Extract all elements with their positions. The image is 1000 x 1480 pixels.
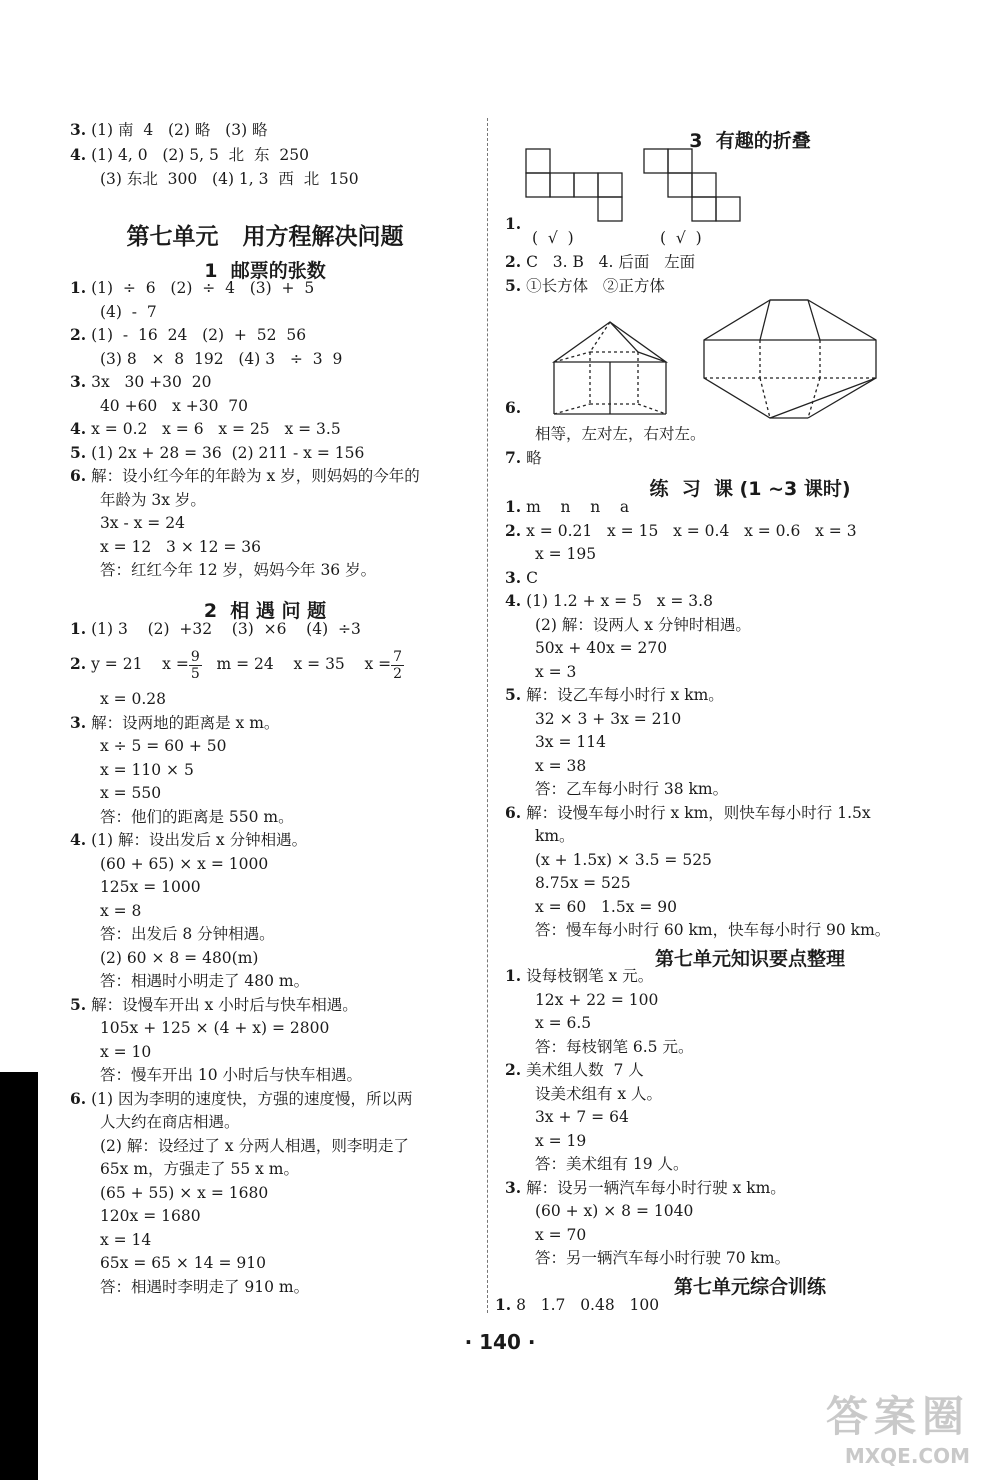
answer-text: (3) 8 × 8 192 (4) 3 ÷ 3 9 (99, 349, 343, 368)
answer-text: 65x = 65 × 14 = 910 (99, 1254, 266, 1272)
answer-line (530, 1225, 586, 1245)
answer-text: 略 (526, 449, 542, 467)
answer-line (70, 120, 268, 140)
answer-line (95, 169, 359, 189)
answer-line (95, 689, 166, 709)
question-number: 6. (505, 802, 522, 822)
question-number: 5. (505, 685, 522, 704)
answer-line (95, 537, 261, 557)
answer-line (95, 736, 227, 756)
answer-text: 答：相遇时李明走了 910 m。 (99, 1277, 310, 1296)
answer-line (530, 1013, 591, 1033)
question-number: 4. (70, 830, 87, 849)
answer-text: 32 × 3 + 3x = 210 (534, 709, 682, 728)
answer-text: (2) 解：设经过了 x 分两人相遇，则李明走了 (99, 1136, 409, 1155)
answer-line (70, 372, 211, 392)
answer-text: km。 (534, 827, 575, 845)
answer-text: C (526, 568, 538, 587)
answer-line (95, 1065, 362, 1085)
answer-text: 解：设乙车每小时行 x km。 (526, 686, 724, 704)
answer-text: 解：设慢车开出 x 小时后与快车相遇。 (91, 995, 358, 1014)
answer-line (95, 490, 206, 510)
section-title-meeting: 2 相 遇 问 题 (203, 600, 327, 622)
answer-line (95, 783, 161, 803)
answer-line (95, 396, 248, 416)
scan-edge-bar (0, 1072, 38, 1480)
answer-line (70, 995, 358, 1015)
answer-text: 8 1.7 0.48 100 (516, 1296, 660, 1314)
answer-text: (4) - 7 (99, 302, 157, 321)
answer-text: (65 + 55) × x = 1680 (99, 1183, 269, 1202)
answer-text: x = 0.21 x = 15 x = 0.4 x = 0.6 x = 3 (526, 521, 857, 540)
answer-text: x = 70 (534, 1225, 587, 1244)
answer-text: 人大约在商店相遇。 (99, 1113, 240, 1131)
answer-text: 50x + 40x = 270 (534, 639, 668, 657)
answer-line (505, 803, 871, 823)
answer-line (530, 1248, 790, 1268)
question-number: 3. (505, 567, 522, 587)
answer-line (70, 1089, 413, 1109)
folding-net-figure-2 (643, 148, 757, 224)
fraction-numerator: 7 (393, 648, 403, 665)
section-title-stamps: 1 邮票的张数 (204, 260, 326, 282)
question-number: 2. (70, 654, 87, 673)
answer-line (95, 1183, 268, 1203)
answer-line (530, 1131, 586, 1151)
question-number: 2. (70, 325, 87, 344)
answer-text: (1) 南 4 (2) 略 (3) 略 (91, 121, 268, 139)
fraction-denominator: 2 (393, 665, 403, 682)
question-number: 1. (505, 966, 522, 985)
answer-text: (1) 4, 0 (2) 5, 5 北 东 250 (91, 145, 309, 164)
question-number: 3. (70, 372, 87, 391)
answer-line (95, 901, 141, 921)
answer-text: 美术组人数 7 人 (526, 1061, 644, 1079)
answer-text: 65x m，方强走了 55 x m。 (99, 1160, 299, 1178)
answer-text: (1) 3 (2) +32 (3) ×6 (4) ÷3 (91, 620, 361, 638)
answer-text: m = 24 x = 35 x = (201, 655, 392, 673)
answer-text: 答：慢车每小时行 60 km，快车每小时行 90 km。 (534, 921, 891, 939)
answer-line (70, 830, 307, 850)
answer-line (95, 513, 185, 533)
answer-text: 年龄为 3x 岁。 (99, 490, 206, 509)
answer-line (530, 779, 728, 799)
fraction (391, 649, 404, 682)
answer-line (505, 1178, 786, 1198)
answer-line (530, 1084, 662, 1104)
answer-text: 解：设慢车每小时行 x km，则快车每小时行 1.5x (526, 803, 871, 822)
answer-line (505, 497, 629, 517)
answer-line (70, 145, 309, 165)
answer-text: 105x + 125 × (4 + x) = 2800 (99, 1019, 330, 1037)
answer-line (530, 424, 705, 444)
section-title-practice: 练 习 课 (1 ~3 课时) (649, 478, 851, 500)
answer-text: x = 6.5 (534, 1014, 592, 1032)
answer-line (70, 619, 361, 639)
answer-text: (1) ÷ 6 (2) ÷ 4 (3) + 5 (91, 279, 315, 297)
question-number: 1. (70, 619, 87, 638)
pentagonal-prism-figure (546, 318, 674, 418)
answer-line (530, 1037, 693, 1057)
answer-line (95, 1018, 329, 1038)
answer-text: 3x = 114 (534, 733, 606, 751)
answer-line (95, 560, 376, 580)
answer-text: (2) 解：设两人 x 分钟时相遇。 (534, 615, 751, 634)
answer-text: 相等，左对左，右对左。 (534, 425, 706, 443)
answer-line (70, 443, 364, 463)
question-number: 4. (70, 419, 87, 438)
watermark (826, 1384, 970, 1468)
answer-line (70, 419, 341, 439)
answer-line (505, 685, 724, 705)
answer-text: (1) 解：设出发后 x 分钟相遇。 (91, 831, 308, 849)
answer-line (95, 854, 268, 874)
answer-text: y = 21 x = (91, 655, 189, 673)
answer-line (530, 732, 606, 752)
answer-line (495, 1295, 659, 1315)
answer-text: 设每枝钢笔 x 元。 (526, 967, 654, 985)
answer-line (505, 252, 695, 272)
question-number: 2. (505, 252, 522, 271)
answer-line (95, 877, 201, 897)
answer-text: x ÷ 5 = 60 + 50 (99, 737, 227, 755)
answer-text: 解：设两地的距离是 x m。 (91, 713, 280, 732)
answer-line (505, 276, 665, 296)
answer-line (95, 1159, 299, 1179)
answer-text: 解：设小红今年的年龄为 x 岁，则妈妈的今年的 (91, 467, 420, 485)
answer-line (70, 713, 279, 733)
answer-line (505, 568, 538, 588)
answer-text: 125x = 1000 (99, 878, 201, 896)
answer-text: x = 14 (99, 1230, 152, 1249)
question-number: 5. (505, 276, 522, 295)
answer-text: x = 19 (534, 1131, 587, 1150)
check-mark-answer: ( √ ) (660, 229, 702, 247)
answer-text: x = 195 (534, 545, 597, 563)
answer-text: (1) 1.2 + x = 5 x = 3.8 (526, 592, 713, 610)
question-number: 1. (505, 214, 522, 233)
answer-line (505, 591, 713, 611)
answer-text: x = 0.2 x = 6 x = 25 x = 3.5 (91, 420, 341, 438)
answer-text: ①长方体 ②正方体 (526, 277, 665, 295)
question-number: 6. (70, 466, 87, 485)
answer-text: x = 12 3 × 12 = 36 (99, 537, 262, 556)
answer-text: 答：美术组有 19 人。 (534, 1155, 689, 1173)
section-title-summary: 第七单元知识要点整理 (654, 948, 845, 970)
answer-text: (2) 60 × 8 = 480(m) (99, 948, 259, 967)
answer-line (95, 1112, 239, 1132)
answer-text: (x + 1.5x) × 3.5 = 525 (534, 850, 712, 869)
question-number: 2. (505, 520, 522, 540)
question-number: 1. (495, 1295, 512, 1314)
answer-line (95, 302, 157, 322)
answer-line (95, 807, 294, 827)
answer-line (530, 1201, 693, 1221)
answer-line (95, 924, 275, 944)
question-number: 3. (505, 1177, 522, 1197)
answer-text: 答：他们的距离是 550 m。 (99, 807, 294, 826)
answer-line (95, 349, 342, 369)
answer-line (530, 1154, 689, 1174)
answer-line (95, 760, 194, 780)
answer-text: 答：出发后 8 分钟相遇。 (99, 925, 275, 943)
question-number: 6. (505, 398, 522, 417)
answer-line (95, 1042, 151, 1062)
answer-line (70, 466, 420, 486)
answer-text: 答：乙车每小时行 38 km。 (534, 780, 729, 798)
answer-line (95, 1136, 409, 1156)
column-divider (487, 118, 488, 1313)
answer-line (530, 1107, 629, 1127)
answer-text: 答：另一辆汽车每小时行驶 70 km。 (534, 1249, 791, 1267)
answer-text: x = 8 (99, 901, 142, 920)
question-number: 6. (70, 1088, 87, 1108)
fraction-denominator: 5 (190, 665, 200, 682)
answer-text: 3x - x = 24 (99, 514, 185, 532)
answer-text: x = 10 (99, 1042, 152, 1061)
answer-text: 解：设另一辆汽车每小时行驶 x km。 (526, 1178, 786, 1197)
answer-line-fractions (70, 646, 404, 682)
answer-text: x = 60 1.5x = 90 (534, 897, 677, 916)
check-mark-answer: ( √ ) (532, 229, 574, 247)
question-number: 2. (505, 1060, 522, 1079)
folding-net-figure-1 (525, 148, 627, 224)
answer-text: (1) 因为李明的速度快，方强的速度慢，所以两 (91, 1089, 413, 1108)
answer-text: x = 110 × 5 (99, 760, 194, 779)
answer-line (70, 278, 314, 298)
answer-line (70, 325, 306, 345)
answer-line (530, 615, 751, 635)
answer-text: 答：每枝钢笔 6.5 元。 (534, 1037, 694, 1056)
answer-line (530, 920, 890, 940)
section-title-folding: 3 有趣的折叠 (689, 130, 811, 152)
question-number: 3. (70, 120, 87, 139)
answer-text: (3) 东北 300 (4) 1, 3 西 北 150 (99, 170, 359, 188)
answer-line (530, 662, 576, 682)
answer-line (530, 873, 631, 893)
answer-text: (1) 2x + 28 = 36 (2) 211 - x = 156 (91, 443, 365, 462)
question-number: 5. (70, 442, 87, 462)
answer-line (95, 1206, 201, 1226)
answer-line (530, 990, 658, 1010)
answer-line (530, 638, 667, 658)
question-number: 1. (505, 497, 522, 516)
answer-line (95, 948, 258, 968)
answer-line (505, 966, 653, 986)
answer-text: 120x = 1680 (99, 1207, 201, 1225)
answer-text: C 3. B 4. 后面 左面 (526, 253, 696, 271)
answer-line (95, 1277, 309, 1297)
answer-line (530, 850, 712, 870)
answer-text: 答：慢车开出 10 小时后与快车相遇。 (99, 1066, 363, 1084)
answer-text: (60 + x) × 8 = 1040 (534, 1202, 694, 1220)
question-number: 7. (505, 448, 522, 467)
answer-text: 3x 30 +30 20 (91, 373, 212, 391)
answer-line (530, 826, 575, 846)
answer-line (95, 971, 309, 991)
answer-line (530, 897, 677, 917)
answer-text: 40 +60 x +30 70 (99, 396, 249, 415)
watermark-text: MXQE.COM (844, 1444, 970, 1468)
answer-text: 8.75x = 525 (534, 874, 631, 892)
answer-line (505, 448, 542, 468)
answer-line (505, 521, 857, 541)
answer-text: 答：红红今年 12 岁，妈妈今年 36 岁。 (99, 561, 377, 579)
page-number: · 140 · (464, 1330, 536, 1354)
fraction-numerator: 9 (190, 648, 200, 665)
question-number: 4. (70, 144, 87, 164)
unit-title: 第七单元 用方程解决问题 (126, 224, 404, 250)
answer-line (95, 1230, 151, 1250)
answer-line (530, 544, 596, 564)
question-number: 5. (70, 994, 87, 1014)
answer-line (95, 1253, 266, 1273)
answer-line (530, 709, 681, 729)
answer-text: 答：相遇时小明走了 480 m。 (99, 972, 310, 990)
answer-text: m n n a (526, 498, 630, 516)
fraction (189, 649, 202, 682)
hexagonal-bipyramid-figure (700, 296, 880, 420)
answer-line (505, 1060, 644, 1080)
question-number: 1. (70, 278, 87, 297)
answer-text: x = 3 (534, 662, 577, 681)
answer-text: 设美术组有 x 人。 (534, 1084, 663, 1103)
answer-text: x = 38 (534, 756, 587, 775)
section-title-comprehensive: 第七单元综合训练 (673, 1276, 826, 1298)
watermark-glyphs: 答案圈 (825, 1392, 970, 1441)
answer-text: x = 0.28 (99, 690, 167, 708)
question-number: 3. (70, 712, 87, 732)
answer-text: x = 550 (99, 784, 162, 802)
answer-text: (60 + 65) × x = 1000 (99, 854, 269, 873)
answer-line (530, 756, 586, 776)
answer-text: 12x + 22 = 100 (534, 990, 659, 1009)
answer-text: 3x + 7 = 64 (534, 1108, 629, 1126)
question-number: 4. (505, 591, 522, 610)
answer-text: (1) - 16 24 (2) + 52 56 (91, 326, 307, 344)
